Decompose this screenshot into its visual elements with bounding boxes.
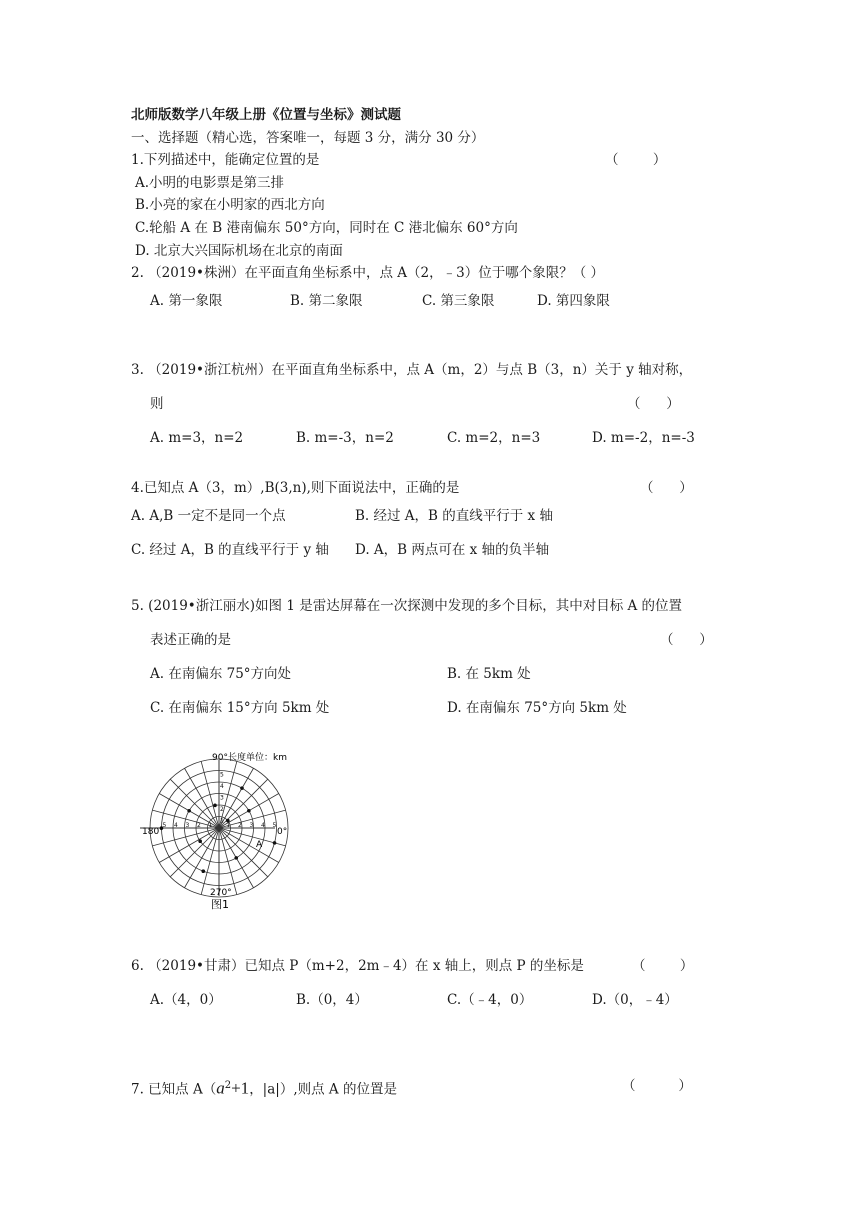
ring-distance-label: 5: [272, 822, 277, 829]
question-1-option-a: A.小明的电影票是第三排: [135, 175, 285, 191]
radar-target-point: [247, 809, 251, 813]
question-6-stem: 6. （2019•甘肃）已知点 P（m+2，2m﹣4）在 x 轴上，则点 P 的坐标是: [131, 958, 584, 974]
question-7-suffix: ，|a|）,则点 A 的位置是: [249, 1081, 397, 1098]
question-3-option-b: B. m=-3，n=2: [296, 430, 394, 446]
question-1-option-b: B.小亮的家在小明家的西北方向: [135, 197, 325, 213]
ring-distance-label: 4: [220, 783, 224, 790]
math-exponent: 2: [224, 1080, 232, 1091]
radar-target-point: [201, 869, 205, 873]
radar-target-point: [273, 841, 277, 845]
figure-caption: 图1: [211, 898, 229, 911]
question-5-option-d: D. 在南偏东 75°方向 5km 处: [447, 700, 627, 716]
question-6-answer-bracket: （ ）: [632, 958, 694, 974]
question-6-option-a: A.（4，0）: [150, 992, 222, 1008]
radar-target-point: [213, 804, 217, 808]
question-3-stem-continued: 则: [150, 396, 164, 412]
page-title: 北师版数学八年级上册《位置与坐标》测试题: [131, 107, 401, 123]
question-6-option-c: C.（﹣4，0）: [447, 992, 533, 1008]
question-2-option-a: A. 第一象限: [150, 293, 223, 309]
section-heading: 一、选择题（精心选，答案唯一，每题 3 分，满分 30 分）: [131, 130, 485, 146]
question-1-option-d: D. 北京大兴国际机场在北京的南面: [135, 243, 343, 259]
angle-label-180: 180°: [142, 827, 164, 837]
question-6-option-d: D.（0，﹣4）: [592, 992, 678, 1008]
question-4-option-a: A. A,B 一定不是同一个点: [131, 508, 286, 524]
angle-label-90: 90°: [212, 753, 228, 763]
question-2-option-b: B. 第二象限: [290, 293, 363, 309]
ring-distance-label: 2: [238, 822, 242, 829]
radar-target-point: [187, 809, 191, 813]
math-plus-one: +1: [231, 1078, 250, 1098]
question-6-option-b: B.（0，4）: [296, 992, 368, 1008]
question-5-answer-bracket: （ ）: [660, 632, 713, 648]
math-variable-a: a: [216, 1078, 225, 1098]
question-4-option-b: B. 经过 A，B 的直线平行于 x 轴: [355, 508, 553, 524]
question-5-stem-continued: 表述正确的是: [150, 632, 231, 648]
question-4-option-c: C. 经过 A，B 的直线平行于 y 轴: [131, 542, 329, 558]
question-5-option-b: B. 在 5km 处: [447, 666, 531, 682]
ring-distance-label: 2: [220, 806, 224, 813]
question-1-stem: 1.下列描述中，能确定位置的是: [131, 152, 320, 168]
question-3-stem: 3. （2019•浙江杭州）在平面直角坐标系中，点 A（m，2）与点 B（3，n）关于 y 轴对称，: [131, 362, 693, 378]
angle-label-0: 0°: [277, 827, 288, 837]
ring-distance-label: 4: [174, 822, 178, 829]
radar-figure: [140, 748, 310, 913]
ring-distance-label: 1: [208, 822, 213, 829]
ring-distance-label: 1: [226, 822, 231, 829]
ring-distance-label: 3: [220, 794, 224, 802]
ring-distance-label: 5: [220, 771, 224, 779]
question-7-prefix: 7. 已知点 A（: [131, 1081, 217, 1098]
question-3-option-c: C. m=2，n=3: [447, 430, 541, 446]
radar-target-point: [240, 786, 244, 790]
ring-distance-label: 2: [197, 822, 201, 829]
question-3-answer-bracket: （ ）: [627, 396, 680, 412]
question-7-answer-bracket: （ ）: [622, 1078, 692, 1094]
radar-target-point: [234, 856, 238, 860]
question-1-option-c: C.轮船 A 在 B 港南偏东 50°方向，同时在 C 港北偏东 60°方向: [135, 220, 518, 236]
unit-label: 长度单位：km: [228, 753, 287, 763]
question-4-answer-bracket: （ ）: [640, 480, 693, 496]
question-3-option-a: A. m=3，n=2: [150, 430, 244, 446]
ring-distance-label: 3: [249, 822, 254, 829]
question-5-stem: 5. (2019•浙江丽水)如图 1 是雷达屏幕在一次探测中发现的多个目标，其中对目标 A 的位置: [131, 598, 683, 614]
question-5-option-c: C. 在南偏东 15°方向 5km 处: [150, 700, 330, 716]
target-a-label: A: [256, 840, 263, 850]
question-3-option-d: D. m=-2，n=-3: [592, 430, 695, 446]
question-5-option-a: A. 在南偏东 75°方向处: [150, 666, 292, 682]
question-1-answer-bracket: （ ）: [605, 152, 667, 168]
ring-distance-label: 5: [162, 822, 167, 829]
radar-target-point: [198, 839, 202, 843]
question-2-option-c: C. 第三象限: [422, 293, 495, 309]
angle-label-270: 270°: [210, 888, 232, 898]
ring-distance-label: 3: [185, 822, 190, 829]
question-7-stem: [131, 1077, 397, 1099]
ring-distance-label: 1: [220, 817, 224, 825]
ring-distance-label: 4: [261, 822, 265, 829]
question-2-stem: 2. （2019•株洲）在平面直角坐标系中，点 A（2，﹣3）位于哪个象限？（ ）: [131, 265, 605, 281]
question-2-option-d: D. 第四象限: [537, 293, 610, 309]
question-4-option-d: D. A，B 两点可在 x 轴的负半轴: [355, 542, 550, 558]
question-4-stem: 4.已知点 A（3，m）,B(3,n),则下面说法中，正确的是: [131, 480, 460, 496]
